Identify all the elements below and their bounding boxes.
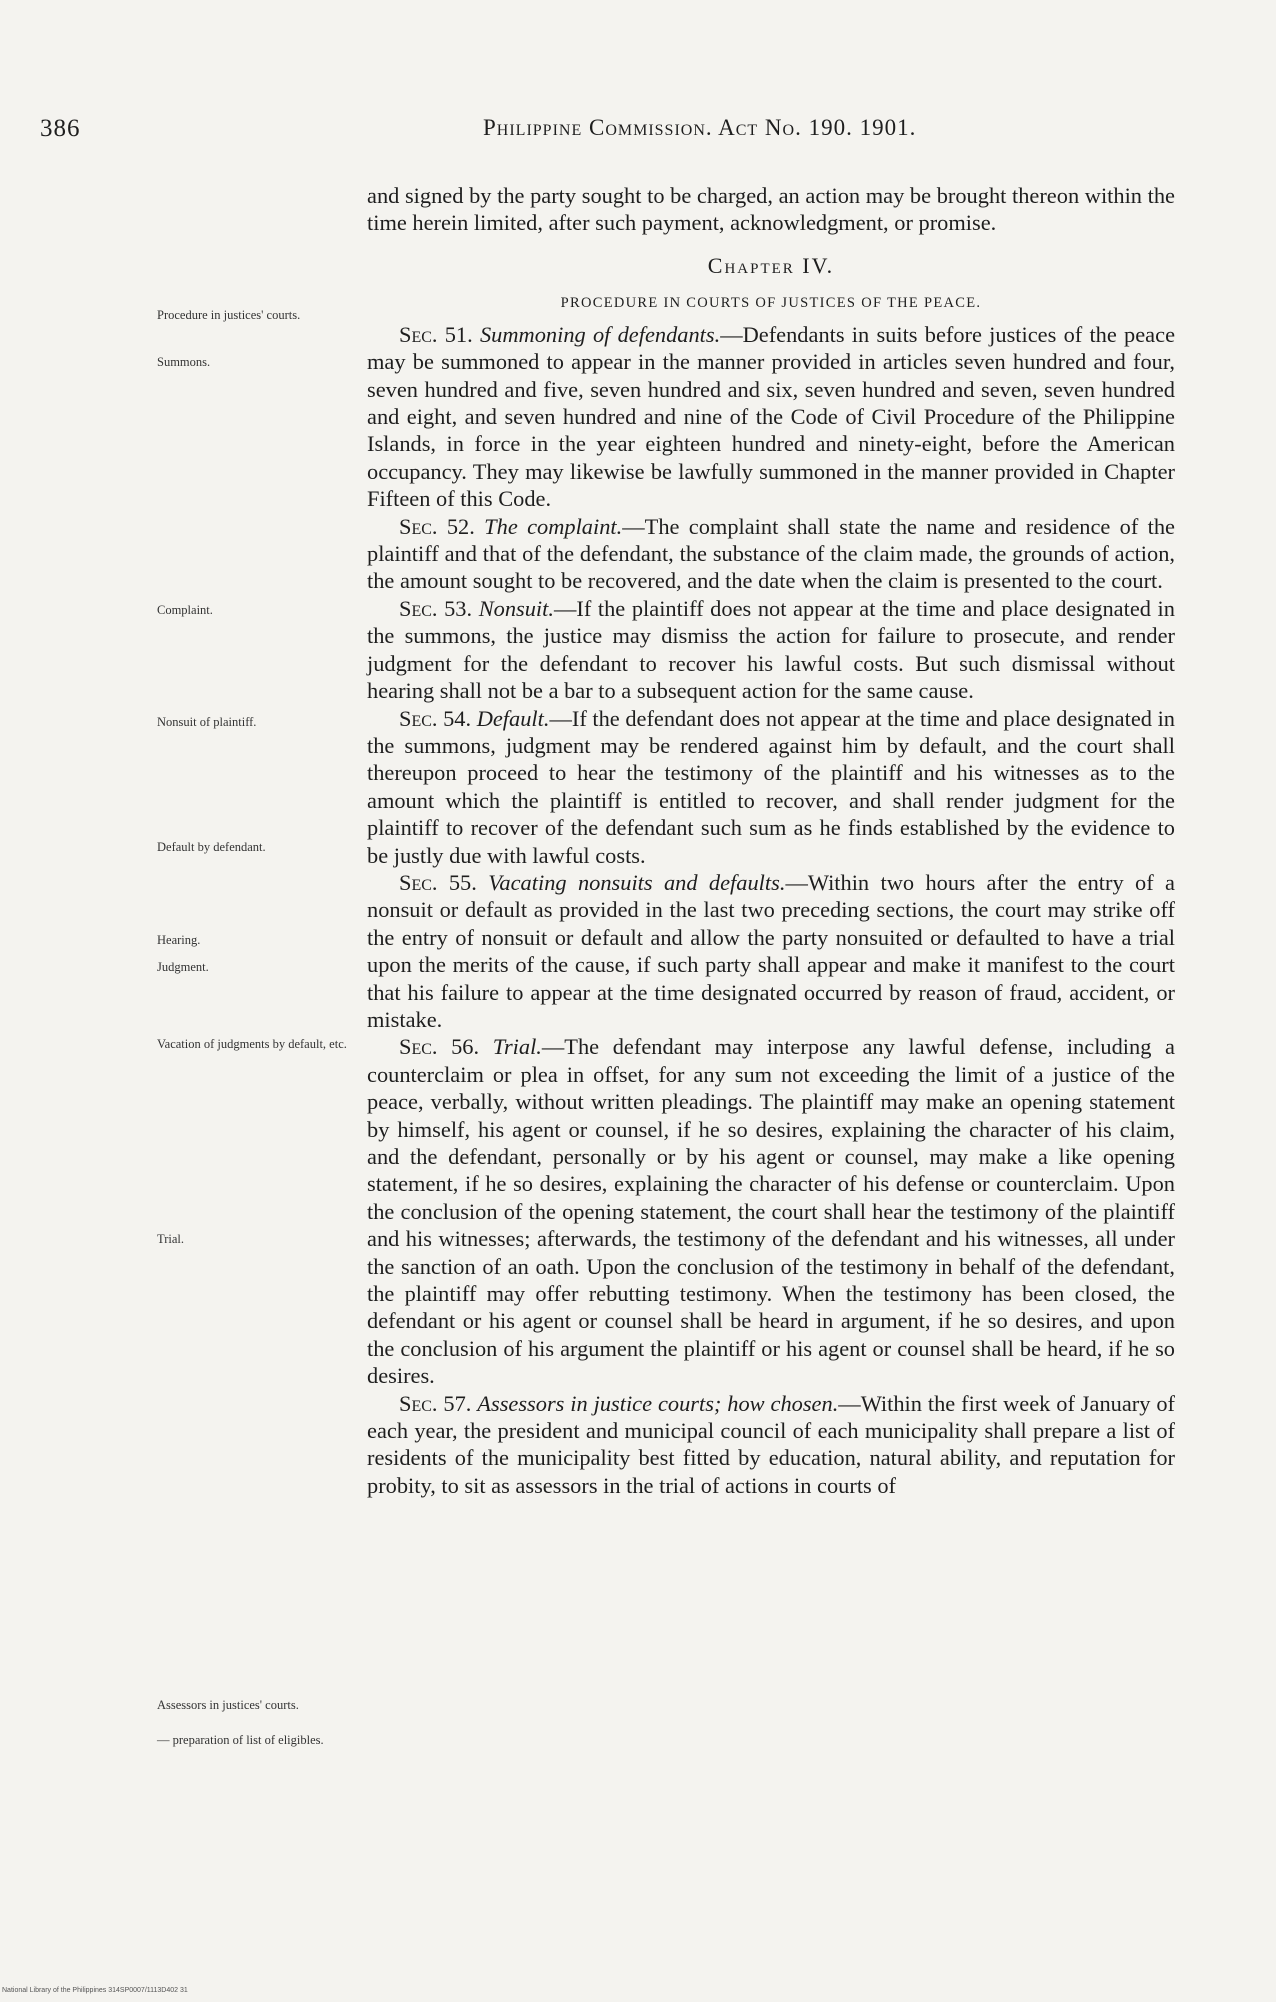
margin-note-complaint: Complaint. xyxy=(157,603,213,617)
section-text: —The defendant may interpose any lawful defense, including a counterclaim or plea in offset, for any sum not exceeding the limit of a justice of the peace, verbally, without written pleadings. The plaintiff may make an opening statement by himself, his agent or counsel, if he so desires, explaining the character of his claim, and the defendant, personally or by his agent or counsel, may make a like opening statement, if he so desires, explaining the character of his defense or counterclaim. Upon the conclusion of the opening statement, the court shall hear the testimony of the plaintiff and his witnesses; afterwards, the testimony of the defendant and his witnesses, all under the sanction of an oath. Upon the conclusion of the testimony in behalf of the defendant, the plaintiff may offer rebutting testimony. When the testimony has been closed, the defendant or his agent or counsel shall be heard in argument, if he so desires, and upon the conclusion of his argument the plaintiff or his agent or counsel shall be heard, if he so desires. xyxy=(367,1034,1175,1389)
section-text: —If the plaintiff does not appear at the time and place designated in the summons, the justice may dismiss the action for failure to prosecute, and render judgment for the defendant to recover his lawful costs. But such dismissal without hearing shall not be a bar to a subsequent action for the same cause. xyxy=(367,595,1175,704)
section-text: —Defendants in suits before justices of the peace may be summoned to appear in the manner provided in articles seven hundred and four, seven hundred and five, seven hundred and six, seven hundred and seven, seven hundred and eight, and seven hundred and nine of the Code of Civil Procedure of the Philippine Islands, in force in the year eighteen hundred and ninety-eight, before the American occupancy. They may likewise be lawfully summoned in the manner provided in Chapter Fifteen of this Code. xyxy=(367,321,1176,512)
margin-note-nonsuit: Nonsuit of plaintiff. xyxy=(157,715,257,729)
margin-note-eligibles: — preparation of list of eligibles. xyxy=(157,1733,324,1747)
section-55 xyxy=(367,869,1175,1033)
section-title: Assessors in justice courts; how chosen. xyxy=(477,1390,839,1416)
section-title: The complaint. xyxy=(484,513,623,539)
margin-note-assessors: Assessors in justices' courts. xyxy=(157,1698,299,1712)
section-text: —The complaint shall state the name and residence of the plaintiff and that of the defendant, the substance of the claim made, the grounds of action, the amount sought to be recovered, and the date when the claim is presented to the court. xyxy=(367,513,1175,594)
margin-note-hearing: Hearing. xyxy=(157,933,201,947)
section-label: Sec. 57. xyxy=(399,1390,472,1416)
section-51 xyxy=(367,321,1175,513)
body-text xyxy=(367,182,1175,1499)
section-label: Sec. 54. xyxy=(399,705,472,731)
section-54 xyxy=(367,705,1175,869)
lead-paragraph: and signed by the party sought to be charged, an action may be brought thereon within the time herein limited, after such payment, acknowledgment, or promise. xyxy=(367,183,1175,236)
section-text: —If the defendant does not appear at the time and place designated in the summons, judgment may be rendered against him by default, and the court shall thereupon proceed to hear the testimony of the plaintiff and his witnesses as to the amount which the plaintiff is entitled to recover, and shall render judgment for the plaintiff to recover of the defendant such sum as he finds established by the evidence to be justly due with lawful costs. xyxy=(367,705,1175,868)
margin-note-default: Default by defendant. xyxy=(157,840,266,854)
chapter-title: Chapter IV. xyxy=(707,252,835,278)
page-header xyxy=(40,115,1080,151)
section-56 xyxy=(367,1033,1175,1389)
scan-source-note: National Library of the Philippines 314SP0007/1113D402 31 xyxy=(2,1987,188,1994)
chapter-subtitle: PROCEDURE IN COURTS OF JUSTICES OF THE PEACE. xyxy=(560,294,982,311)
section-label: Sec. 53. xyxy=(399,595,473,621)
section-title: Trial. xyxy=(492,1034,542,1060)
section-label: Sec. 51. xyxy=(399,321,473,347)
margin-note-vacation: Vacation of judgments by default, etc. xyxy=(157,1037,347,1051)
section-label: Sec. 55. xyxy=(399,869,477,895)
section-title: Default. xyxy=(476,705,550,731)
section-label: Sec. 52. xyxy=(399,513,475,539)
page-number: 386 xyxy=(40,115,81,142)
running-head: Philippine Commission. Act No. 190. 1901. xyxy=(483,115,917,140)
section-title: Summoning of defendants. xyxy=(479,321,721,347)
margin-note-trial: Trial. xyxy=(157,1232,184,1246)
section-title: Vacating nonsuits and defaults. xyxy=(488,869,786,895)
section-57 xyxy=(367,1390,1175,1500)
section-52 xyxy=(367,513,1175,595)
margin-note-judgment: Judgment. xyxy=(157,960,209,974)
section-label: Sec. 56. xyxy=(399,1034,480,1060)
section-title: Nonsuit. xyxy=(478,595,554,621)
section-text: —Within the first week of January of each year, the president and municipal council of each municipality shall prepare a list of residents of the municipality best fitted by education, natural ability, and reputation for probity, to sit as assessors in the trial of actions in courts of xyxy=(367,1390,1175,1498)
margin-note-procedure: Procedure in justices' courts. xyxy=(157,308,301,322)
section-text: —Within two hours after the entry of a nonsuit or default as provided in the last two preceding sections, the court may strike off the entry of nonsuit or default and allow the party nonsuited or defaulted to have a trial upon the merits of the cause, if such party shall appear and make it manifest to the court that his failure to appear at the time designated occurred by reason of fraud, accident, or mistake. xyxy=(367,869,1175,1032)
section-53 xyxy=(367,595,1175,705)
margin-note-summons: Summons. xyxy=(157,355,211,369)
